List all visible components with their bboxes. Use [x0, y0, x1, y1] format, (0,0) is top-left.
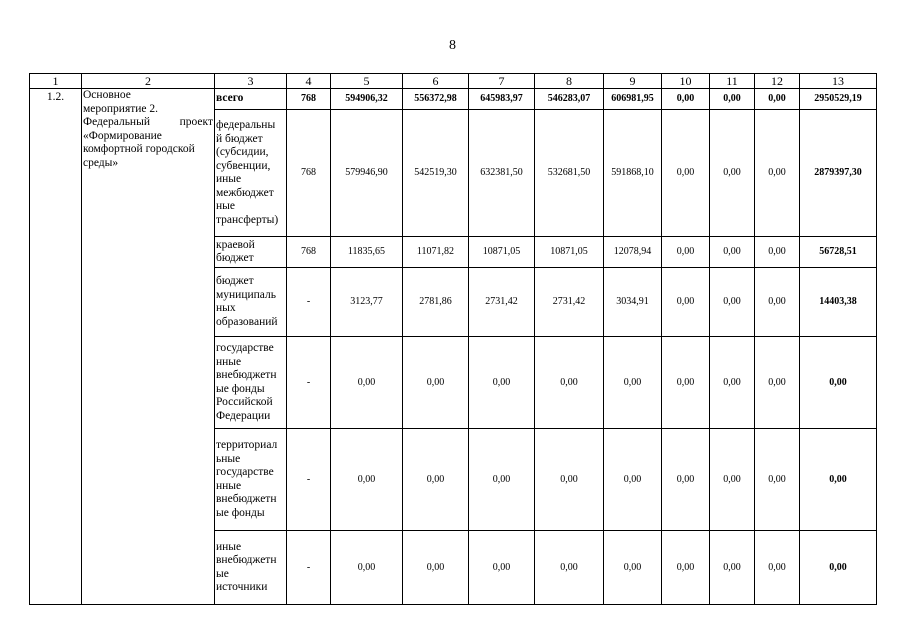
value-cell: 0,00 [331, 337, 403, 429]
value-cell: 0,00 [755, 337, 800, 429]
value-cell: 645983,97 [469, 89, 535, 110]
value-cell: 0,00 [469, 429, 535, 531]
item-name-line: среды» [83, 156, 119, 169]
value-cell: 0,00 [755, 531, 800, 605]
total-cell: 0,00 [800, 429, 877, 531]
column-number-row [30, 74, 877, 89]
page-number: 8 [449, 38, 456, 53]
funding-source: иные внебюджетн ые источники [215, 531, 287, 605]
value-cell: 0,00 [662, 429, 710, 531]
value-cell: 0,00 [604, 531, 662, 605]
code-cell: 768 [287, 89, 331, 110]
total-cell: 56728,51 [800, 237, 877, 268]
total-cell: 14403,38 [800, 268, 877, 337]
table-row-total [30, 89, 877, 110]
value-cell: 3123,77 [331, 268, 403, 337]
value-cell: 0,00 [710, 337, 755, 429]
value-cell: 0,00 [535, 429, 604, 531]
value-cell: 0,00 [662, 89, 710, 110]
column-header: 8 [535, 74, 604, 89]
funding-source: федеральны й бюджет (субсидии, субвенции, иные межбюджет ные трансферты) [215, 110, 287, 237]
value-cell: 0,00 [604, 337, 662, 429]
value-cell: 532681,50 [535, 110, 604, 237]
item-name-line: Федеральный проект [83, 116, 213, 128]
code-cell: - [287, 337, 331, 429]
value-cell: 0,00 [535, 337, 604, 429]
value-cell: 3034,91 [604, 268, 662, 337]
total-cell: 0,00 [800, 531, 877, 605]
value-cell: 0,00 [331, 429, 403, 531]
value-cell: 0,00 [755, 89, 800, 110]
item-name-line: мероприятие 2. [83, 102, 159, 115]
total-cell: 2879397,30 [800, 110, 877, 237]
item-name-line: комфортной городской [83, 143, 195, 155]
value-cell: 2781,86 [403, 268, 469, 337]
value-cell: 0,00 [331, 531, 403, 605]
code-cell: 768 [287, 110, 331, 237]
value-cell: 0,00 [710, 429, 755, 531]
funding-source: всего [215, 89, 287, 110]
column-header: 1 [30, 74, 82, 89]
value-cell: 0,00 [710, 531, 755, 605]
value-cell: 0,00 [662, 237, 710, 268]
value-cell: 632381,50 [469, 110, 535, 237]
total-cell: 0,00 [800, 337, 877, 429]
column-header: 12 [755, 74, 800, 89]
funding-source: бюджет муниципаль ных образований [215, 268, 287, 337]
value-cell: 542519,30 [403, 110, 469, 237]
column-header: 10 [662, 74, 710, 89]
value-cell: 0,00 [755, 429, 800, 531]
code-cell: 768 [287, 237, 331, 268]
value-cell: 606981,95 [604, 89, 662, 110]
value-cell: 0,00 [710, 268, 755, 337]
funding-source: государстве нные внебюджетн ые фонды Российской Федерации [215, 337, 287, 429]
code-cell: - [287, 268, 331, 337]
total-cell: 2950529,19 [800, 89, 877, 110]
value-cell: 12078,94 [604, 237, 662, 268]
item-name-line: «Формирование [83, 129, 162, 142]
value-cell: 10871,05 [535, 237, 604, 268]
value-cell: 0,00 [662, 110, 710, 237]
column-header: 13 [800, 74, 877, 89]
value-cell: 0,00 [662, 531, 710, 605]
value-cell: 0,00 [662, 268, 710, 337]
value-cell: 0,00 [710, 110, 755, 237]
value-cell: 594906,32 [331, 89, 403, 110]
code-cell: - [287, 531, 331, 605]
budget-table [29, 73, 877, 605]
value-cell: 556372,98 [403, 89, 469, 110]
column-header: 3 [215, 74, 287, 89]
value-cell: 0,00 [469, 337, 535, 429]
value-cell: 10871,05 [469, 237, 535, 268]
value-cell: 0,00 [755, 268, 800, 337]
value-cell: 11835,65 [331, 237, 403, 268]
column-header: 2 [82, 74, 215, 89]
code-cell: - [287, 429, 331, 531]
value-cell: 579946,90 [331, 110, 403, 237]
value-cell: 2731,42 [469, 268, 535, 337]
column-header: 7 [469, 74, 535, 89]
value-cell: 591868,10 [604, 110, 662, 237]
column-header: 11 [710, 74, 755, 89]
item-name-line: Основное [83, 89, 131, 101]
value-cell: 0,00 [403, 337, 469, 429]
value-cell: 0,00 [469, 531, 535, 605]
value-cell: 546283,07 [535, 89, 604, 110]
value-cell: 0,00 [403, 429, 469, 531]
funding-source: территориал ьные государстве нные внебюджетн ые фонды [215, 429, 287, 531]
value-cell: 0,00 [604, 429, 662, 531]
value-cell: 0,00 [755, 237, 800, 268]
value-cell: 0,00 [710, 237, 755, 268]
column-header: 4 [287, 74, 331, 89]
value-cell: 0,00 [403, 531, 469, 605]
funding-source: краевой бюджет [215, 237, 287, 268]
value-cell: 0,00 [710, 89, 755, 110]
item-name [82, 89, 215, 605]
column-header: 6 [403, 74, 469, 89]
value-cell: 2731,42 [535, 268, 604, 337]
value-cell: 0,00 [755, 110, 800, 237]
column-header: 5 [331, 74, 403, 89]
column-header: 9 [604, 74, 662, 89]
value-cell: 11071,82 [403, 237, 469, 268]
value-cell: 0,00 [535, 531, 604, 605]
value-cell: 0,00 [662, 337, 710, 429]
item-index: 1.2. [30, 89, 82, 605]
